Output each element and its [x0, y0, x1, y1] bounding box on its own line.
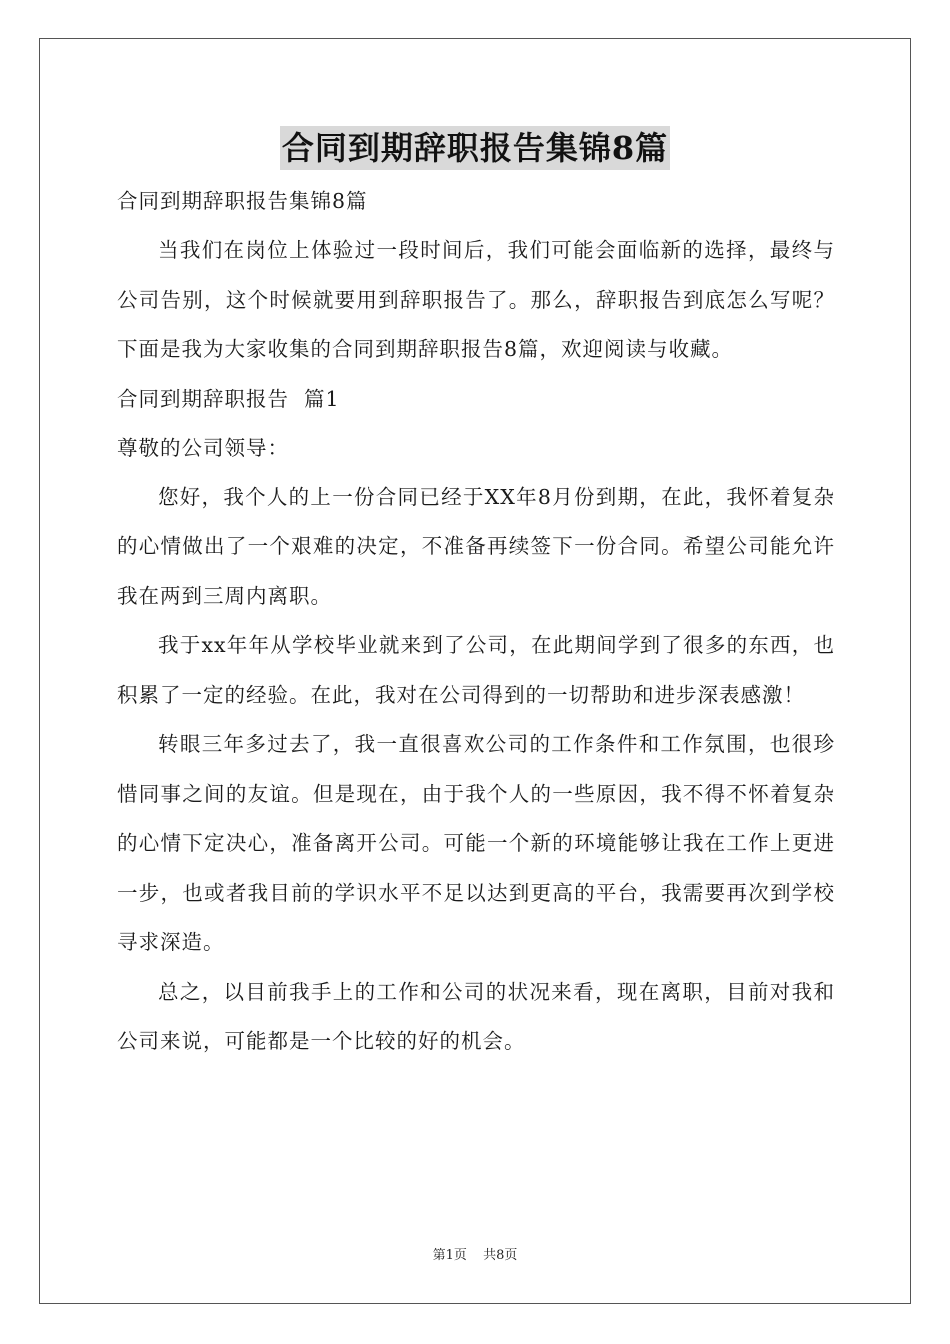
page-footer: [0, 1244, 950, 1263]
body-paragraph: 我于xx年年从学校毕业就来到了公司，在此期间学到了很多的东西，也积累了一定的经验。在此，我对在公司得到的一切帮助和进步深表感激！: [117, 633, 835, 707]
page-total: 共8页: [483, 1248, 518, 1263]
document-title: 合同到期辞职报告集锦8篇: [280, 126, 670, 170]
body-paragraph: 您好，我个人的上一份合同已经于XX年8月份到期，在此，我怀着复杂的心情做出了一个艰难的决定，不准备再续签下一份合同。希望公司能允许我在两到三周内离职。: [117, 484, 835, 608]
section-heading: 合同到期辞职报告 篇1: [117, 386, 340, 411]
document-subtitle: 合同到期辞职报告集锦8篇: [117, 189, 368, 213]
body-paragraph: 总之，以目前我手上的工作和公司的状况来看，现在离职，目前对我和公司来说，可能都是一个比较的好的机会。: [117, 979, 835, 1053]
intro-paragraph: 当我们在岗位上体验过一段时间后，我们可能会面临新的选择，最终与公司告别，这个时候就要用到辞职报告了。那么，辞职报告到底怎么写呢？下面是我为大家收集的合同到期辞职报告8篇，欢迎阅读与收藏。: [117, 238, 835, 361]
page-number: 第1页: [432, 1248, 467, 1263]
title-container: [0, 126, 950, 170]
salutation: 尊敬的公司领导：: [117, 435, 289, 460]
body-paragraph: 转眼三年多过去了，我一直很喜欢公司的工作条件和工作氛围，也很珍惜同事之间的友谊。但是现在，由于我个人的一些原因，我不得不怀着复杂的心情下定决心，准备离开公司。可能一个新的环境能够让我在工作上更进一步，也或者我目前的学识水平不足以达到更高的平台，我需要再次到学校寻求深造。: [117, 732, 835, 954]
document-body: [117, 177, 835, 1067]
